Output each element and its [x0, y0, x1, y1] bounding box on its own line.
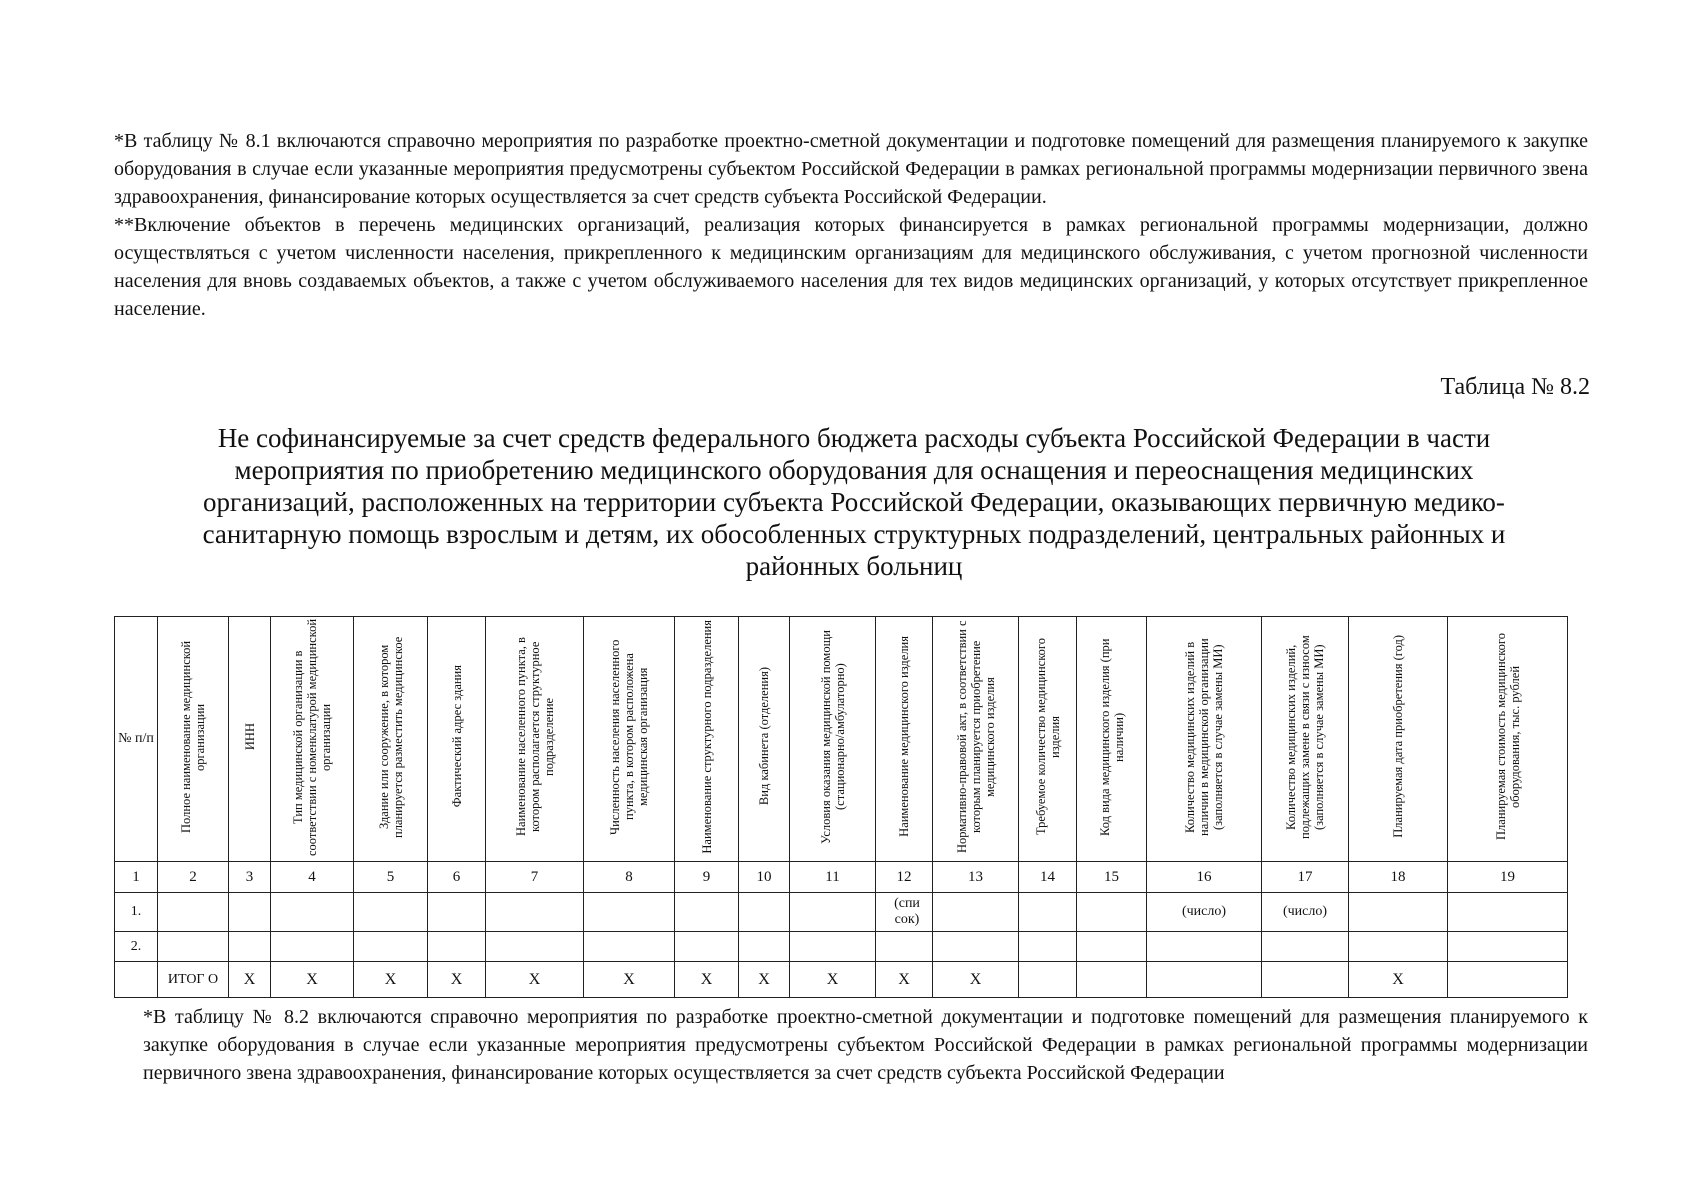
- table-cell: [229, 932, 271, 962]
- header-cell: Количество медицинских изделий в наличии в медицинской организации (заполняется в случае замены МИ): [1147, 617, 1262, 862]
- header-cell: Планируемая стоимость медицинского оборудования, тыс. рублей: [1448, 617, 1568, 862]
- table-cell: [739, 932, 790, 962]
- header-cell: Наименование медицинского изделия: [876, 617, 933, 862]
- column-number-cell: 15: [1077, 862, 1147, 893]
- table-cell: [933, 932, 1019, 962]
- header-cell: Количество медицинских изделий, подлежащих замене в связи с износом (заполняется в случае замены МИ): [1262, 617, 1349, 862]
- table-cell: [675, 893, 739, 932]
- column-number-cell: 13: [933, 862, 1019, 893]
- table-row: [115, 893, 1568, 932]
- column-number-cell: 7: [486, 862, 584, 893]
- table-cell: [354, 893, 428, 932]
- table-cell: [271, 932, 354, 962]
- header-cell: Условия оказания медицинской помощи (стационарно/амбулаторно): [790, 617, 876, 862]
- table-cell: [1349, 893, 1448, 932]
- table-cell: [1077, 962, 1147, 998]
- table-cell: [584, 932, 675, 962]
- table-cell: [158, 932, 229, 962]
- table-cell: 2.: [115, 932, 158, 962]
- table-cell: [1349, 932, 1448, 962]
- table-cell: [486, 932, 584, 962]
- table-cell: [428, 893, 486, 932]
- table-cell: [1077, 932, 1147, 962]
- table-cell: [1448, 893, 1568, 932]
- column-number-cell: 10: [739, 862, 790, 893]
- table-cell: [486, 893, 584, 932]
- table-cell: [354, 932, 428, 962]
- table-cell: X: [486, 962, 584, 998]
- header-cell: № п/п: [115, 617, 158, 862]
- table-cell: X: [229, 962, 271, 998]
- footnote-table-8-2: *В таблицу № 8.2 включаются справочно мероприятия по разработке проектно-сметной документации и подготовке помещений для размещения планируемого к закупке оборудования в случае если указанные мероприятия предусмотрены субъектом Российской Федерации в рамках региональной программы модернизации первичного звена здравоохранения, финансирование которых осуществляется за счет средств субъекта Российской Федерации: [143, 1006, 1588, 1084]
- header-cell: Планируемая дата приобретения (год): [1349, 617, 1448, 862]
- column-number-cell: 5: [354, 862, 428, 893]
- table-cell: [1262, 932, 1349, 962]
- header-cell: Наименование структурного подразделения: [675, 617, 739, 862]
- table-title: Не софинансируемые за счет средств федерального бюджета расходы субъекта Российской Федерации в части мероприятия по приобретению медицинского оборудования для оснащения и переоснащения медицинских организаций, расположенных на территории субъекта Российской Федерации, оказывающих первичную медико-санитарную помощь взрослым и детям, их обособленных структурных подразделений, центральных районных и районных больниц: [202, 423, 1506, 581]
- table-header-row: [115, 617, 1568, 862]
- table-cell: [428, 932, 486, 962]
- header-cell: Вид кабинета (отделения): [739, 617, 790, 862]
- total-row: [115, 962, 1568, 998]
- table-cell: X: [354, 962, 428, 998]
- column-number-cell: 3: [229, 862, 271, 893]
- table-cell: X: [271, 962, 354, 998]
- table-cell: X: [584, 962, 675, 998]
- table-cell: [1019, 893, 1077, 932]
- table-cell: [790, 932, 876, 962]
- header-cell: Код вида медицинского изделия (при наличии): [1077, 617, 1147, 862]
- column-number-cell: 12: [876, 862, 933, 893]
- table-cell: [739, 893, 790, 932]
- column-number-cell: 11: [790, 862, 876, 893]
- column-number-cell: 9: [675, 862, 739, 893]
- header-cell: ИНН: [229, 617, 271, 862]
- header-cell: Численность населения населенного пункта, в котором расположена медицинская организация: [584, 617, 675, 862]
- table-cell: [158, 893, 229, 932]
- table-cell: (спи сок): [876, 893, 933, 932]
- column-number-cell: 18: [1349, 862, 1448, 893]
- column-number-cell: 2: [158, 862, 229, 893]
- table-cell: [1448, 932, 1568, 962]
- table-cell: [1019, 962, 1077, 998]
- table-cell: [1147, 932, 1262, 962]
- table-cell: [675, 932, 739, 962]
- table-cell: X: [876, 962, 933, 998]
- table-cell: X: [933, 962, 1019, 998]
- header-cell: Фактический адрес здания: [428, 617, 486, 862]
- column-number-cell: 17: [1262, 862, 1349, 893]
- table-cell: X: [675, 962, 739, 998]
- total-label-cell: ИТОГ О: [158, 962, 229, 998]
- table-label: Таблица № 8.2: [1440, 374, 1590, 400]
- header-cell: Здание или сооружение, в котором планируется разместить медицинское: [354, 617, 428, 862]
- header-cell: Нормативно-правовой акт, в соответствии с которым планируется приобретение медицинского изделия: [933, 617, 1019, 862]
- footnotes-table-8-1: [114, 127, 1588, 323]
- column-number-cell: 14: [1019, 862, 1077, 893]
- table-cell: [584, 893, 675, 932]
- table-cell: [1448, 962, 1568, 998]
- table-cell: X: [428, 962, 486, 998]
- column-number-cell: 19: [1448, 862, 1568, 893]
- table-row: [115, 932, 1568, 962]
- table-cell: (число): [1147, 893, 1262, 932]
- table-cell: [790, 893, 876, 932]
- header-cell: Полное наименование медицинской организации: [158, 617, 229, 862]
- table-cell: [229, 893, 271, 932]
- header-cell: Тип медицинской организации в соответствии с номенклатурой медицинской организации: [271, 617, 354, 862]
- table-cell: [271, 893, 354, 932]
- table-cell: X: [790, 962, 876, 998]
- table-cell: [115, 962, 158, 998]
- table-cell: [933, 893, 1019, 932]
- table-cell: X: [1349, 962, 1448, 998]
- footnote-single-star: *В таблицу № 8.1 включаются справочно мероприятия по разработке проектно-сметной документации и подготовке помещений для размещения планируемого к закупке оборудования в случае если указанные мероприятия предусмотрены субъектом Российской Федерации в рамках региональной программы модернизации первичного звена здравоохранения, финансирование которых осуществляется за счет средств субъекта Российской Федерации.: [114, 130, 1588, 208]
- header-cell: Наименование населенного пункта, в котором располагается структурное подразделение: [486, 617, 584, 862]
- table-cell: (число): [1262, 893, 1349, 932]
- expenses-table: [114, 616, 1568, 998]
- table-cell: 1.: [115, 893, 158, 932]
- column-number-row: [115, 862, 1568, 893]
- table-cell: [876, 932, 933, 962]
- footnote-double-star: **Включение объектов в перечень медицинских организаций, реализация которых финансируется в рамках региональной программы модернизации, должно осуществляться с учетом численности населения, прикрепленного к медицинским организациям для медицинского обслуживания, с учетом прогнозной численности населения для вновь создаваемых объектов, а также с учетом обслуживаемого населения для тех видов медицинских организаций, у которых отсутствует прикрепленное население.: [114, 214, 1588, 320]
- column-number-cell: 1: [115, 862, 158, 893]
- column-number-cell: 4: [271, 862, 354, 893]
- column-number-cell: 8: [584, 862, 675, 893]
- table-cell: [1077, 893, 1147, 932]
- header-cell: Требуемое количество медицинского изделия: [1019, 617, 1077, 862]
- table-cell: [1019, 932, 1077, 962]
- column-number-cell: 16: [1147, 862, 1262, 893]
- table-cell: [1262, 962, 1349, 998]
- column-number-cell: 6: [428, 862, 486, 893]
- table-cell: X: [739, 962, 790, 998]
- table-cell: [1147, 962, 1262, 998]
